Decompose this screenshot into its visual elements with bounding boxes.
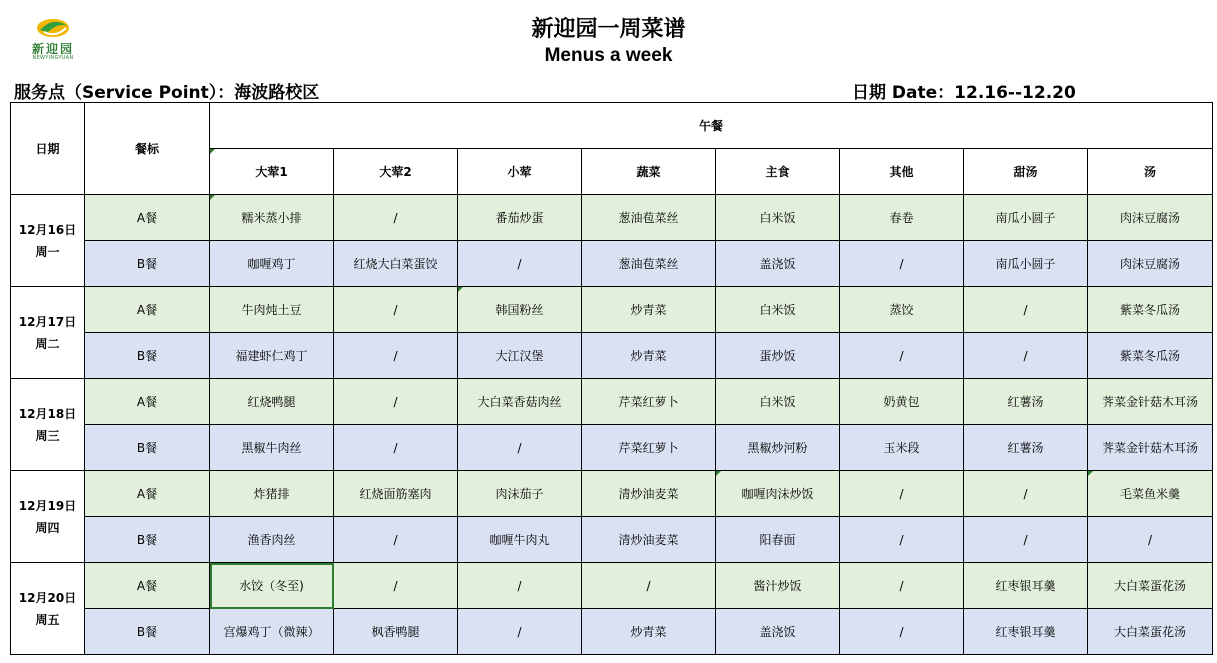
logo-text: 新迎园 bbox=[31, 42, 74, 56]
menu-item-cell[interactable]: 肉沫茄子 bbox=[458, 471, 582, 517]
menu-row bbox=[11, 379, 1213, 425]
menu-item-cell[interactable]: / bbox=[334, 333, 458, 379]
menu-item-cell[interactable]: 咖喱牛肉丸 bbox=[458, 517, 582, 563]
menu-item-cell[interactable]: 蛋炒饭 bbox=[716, 333, 840, 379]
menu-item-cell[interactable]: / bbox=[458, 425, 582, 471]
meal-label: A餐 bbox=[85, 471, 210, 517]
menu-item-cell[interactable]: 炒青菜 bbox=[582, 333, 716, 379]
menu-item-cell[interactable]: / bbox=[334, 379, 458, 425]
menu-item-cell[interactable]: 酱汁炒饭 bbox=[716, 563, 840, 609]
menu-item-cell[interactable]: 芹菜红萝卜 bbox=[582, 379, 716, 425]
page-subtitle: Menus a week bbox=[544, 45, 673, 66]
meal-label: B餐 bbox=[85, 241, 210, 287]
menu-item-cell[interactable]: 盖浇饭 bbox=[716, 609, 840, 655]
menu-item-cell[interactable]: / bbox=[840, 517, 964, 563]
day-cell bbox=[11, 563, 85, 655]
menu-item-cell[interactable]: 韩国粉丝 bbox=[458, 287, 582, 333]
header-col: 其他 bbox=[840, 149, 964, 195]
menu-item-cell[interactable]: 蒸饺 bbox=[840, 287, 964, 333]
menu-item-cell[interactable]: 紫菜冬瓜汤 bbox=[1088, 333, 1213, 379]
logo-subtext: NEWYINGYUAN bbox=[32, 55, 74, 61]
menu-item-cell[interactable]: 荠菜金针菇木耳汤 bbox=[1088, 379, 1213, 425]
menu-item-cell[interactable]: 渔香肉丝 bbox=[210, 517, 334, 563]
menu-item-cell[interactable]: 南瓜小圆子 bbox=[964, 241, 1088, 287]
menu-item-cell[interactable]: 大江汉堡 bbox=[458, 333, 582, 379]
menu-item-cell[interactable]: / bbox=[458, 563, 582, 609]
menu-item-cell[interactable]: 白米饭 bbox=[716, 195, 840, 241]
day-weekday: 周四 bbox=[35, 520, 60, 535]
menu-row bbox=[11, 609, 1213, 655]
menu-item-cell[interactable]: 阳春面 bbox=[716, 517, 840, 563]
menu-row bbox=[11, 287, 1213, 333]
menu-item-cell[interactable]: / bbox=[840, 471, 964, 517]
menu-item-cell[interactable]: 清炒油麦菜 bbox=[582, 471, 716, 517]
header-col: 小荤 bbox=[458, 149, 582, 195]
menu-item-cell[interactable]: / bbox=[334, 517, 458, 563]
menu-row bbox=[11, 241, 1213, 287]
day-cell bbox=[11, 471, 85, 563]
menu-item-cell[interactable]: / bbox=[964, 471, 1088, 517]
header-col: 大荤1 bbox=[210, 149, 334, 195]
meal-label: A餐 bbox=[85, 563, 210, 609]
service-point: 服务点（Service Point）：海波路校区 bbox=[14, 83, 320, 103]
menu-item-cell[interactable]: / bbox=[840, 609, 964, 655]
menu-item-cell[interactable]: 红烧大白菜蛋饺 bbox=[334, 241, 458, 287]
menu-table bbox=[10, 102, 1213, 655]
day-cell bbox=[11, 287, 85, 379]
menu-item-cell[interactable]: 福建虾仁鸡丁 bbox=[210, 333, 334, 379]
day-date: 12月19日 bbox=[18, 498, 77, 513]
menu-item-cell[interactable]: 葱油苞菜丝 bbox=[582, 241, 716, 287]
meal-label: B餐 bbox=[85, 609, 210, 655]
menu-item-cell[interactable]: / bbox=[1088, 517, 1213, 563]
menu-item-cell[interactable]: 芹菜红萝卜 bbox=[582, 425, 716, 471]
meal-label: A餐 bbox=[85, 287, 210, 333]
header-col: 主食 bbox=[716, 149, 840, 195]
day-weekday: 周二 bbox=[35, 336, 60, 351]
meal-label: A餐 bbox=[85, 195, 210, 241]
menu-item-cell[interactable]: / bbox=[458, 241, 582, 287]
day-date: 12月16日 bbox=[18, 222, 77, 237]
menu-item-cell[interactable]: / bbox=[840, 563, 964, 609]
menu-item-cell[interactable]: 盖浇饭 bbox=[716, 241, 840, 287]
menu-item-cell[interactable]: 炒青菜 bbox=[582, 287, 716, 333]
menu-item-cell[interactable]: 宫爆鸡丁（微辣） bbox=[210, 609, 334, 655]
menu-item-cell[interactable]: / bbox=[334, 195, 458, 241]
menu-row bbox=[11, 563, 1213, 609]
menu-item-cell[interactable]: 炒青菜 bbox=[582, 609, 716, 655]
menu-item-cell[interactable]: 大白菜香菇肉丝 bbox=[458, 379, 582, 425]
menu-item-cell[interactable]: 枫香鸭腿 bbox=[334, 609, 458, 655]
menu-item-cell[interactable]: 炸猪排 bbox=[210, 471, 334, 517]
menu-item-cell[interactable]: 肉沫豆腐汤 bbox=[1088, 241, 1213, 287]
day-date: 12月18日 bbox=[18, 406, 77, 421]
header-col: 汤 bbox=[1088, 149, 1213, 195]
menu-item-cell[interactable]: / bbox=[582, 563, 716, 609]
day-date: 12月20日 bbox=[18, 590, 77, 605]
menu-item-cell[interactable]: 南瓜小圆子 bbox=[964, 195, 1088, 241]
menu-item-cell[interactable]: 黑椒牛肉丝 bbox=[210, 425, 334, 471]
menu-row bbox=[11, 195, 1213, 241]
menu-item-cell[interactable]: 糯米蒸小排 bbox=[210, 195, 334, 241]
menu-row bbox=[11, 333, 1213, 379]
menu-row bbox=[11, 425, 1213, 471]
day-cell bbox=[11, 195, 85, 287]
meal-label: A餐 bbox=[85, 379, 210, 425]
header-col: 大荤2 bbox=[334, 149, 458, 195]
menu-item-cell[interactable]: / bbox=[964, 517, 1088, 563]
menu-item-cell[interactable]: 番茄炒蛋 bbox=[458, 195, 582, 241]
menu-item-cell[interactable]: 肉沫豆腐汤 bbox=[1088, 195, 1213, 241]
menu-item-cell[interactable]: 红枣银耳羹 bbox=[964, 609, 1088, 655]
menu-item-cell[interactable]: 大白菜蛋花汤 bbox=[1088, 609, 1213, 655]
menu-item-cell[interactable]: 毛菜鱼米羹 bbox=[1088, 471, 1213, 517]
menu-item-cell[interactable]: 咖喱鸡丁 bbox=[210, 241, 334, 287]
menu-item-cell[interactable]: 清炒油麦菜 bbox=[582, 517, 716, 563]
menu-item-cell[interactable]: 红薯汤 bbox=[964, 379, 1088, 425]
menu-row bbox=[11, 471, 1213, 517]
menu-item-cell[interactable]: 白米饭 bbox=[716, 287, 840, 333]
header-lunch: 午餐 bbox=[210, 103, 1213, 149]
day-date: 12月17日 bbox=[18, 314, 77, 329]
date-range: 日期 Date：12.16--12.20 bbox=[852, 83, 1076, 103]
menu-item-cell[interactable]: 咖喱肉沫炒饭 bbox=[716, 471, 840, 517]
menu-item-cell[interactable]: / bbox=[840, 241, 964, 287]
menu-item-cell[interactable]: 红烧鸭腿 bbox=[210, 379, 334, 425]
day-cell bbox=[11, 379, 85, 471]
menu-item-cell[interactable]: / bbox=[458, 609, 582, 655]
menu-item-cell[interactable]: 黑椒炒河粉 bbox=[716, 425, 840, 471]
menu-item-cell[interactable]: 红烧面筋塞肉 bbox=[334, 471, 458, 517]
day-weekday: 周五 bbox=[35, 612, 60, 627]
menu-item-cell[interactable]: / bbox=[334, 425, 458, 471]
menu-item-cell[interactable]: 春卷 bbox=[840, 195, 964, 241]
menu-item-cell[interactable]: / bbox=[334, 563, 458, 609]
menu-row bbox=[11, 517, 1213, 563]
header-col: 蔬菜 bbox=[582, 149, 716, 195]
menu-item-cell[interactable]: 红枣银耳羹 bbox=[964, 563, 1088, 609]
page-title: 新迎园一周菜谱 bbox=[531, 17, 686, 42]
meal-label: B餐 bbox=[85, 333, 210, 379]
meal-label: B餐 bbox=[85, 425, 210, 471]
menu-item-cell[interactable]: / bbox=[964, 333, 1088, 379]
menu-item-cell[interactable]: 红薯汤 bbox=[964, 425, 1088, 471]
menu-item-cell[interactable]: / bbox=[334, 287, 458, 333]
menu-item-cell[interactable]: 荠菜金针菇木耳汤 bbox=[1088, 425, 1213, 471]
menu-item-cell[interactable]: / bbox=[964, 287, 1088, 333]
menu-item-cell[interactable]: 紫菜冬瓜汤 bbox=[1088, 287, 1213, 333]
menu-item-cell[interactable]: 奶黄包 bbox=[840, 379, 964, 425]
menu-item-cell[interactable]: 玉米段 bbox=[840, 425, 964, 471]
header-meal-type: 餐标 bbox=[85, 103, 210, 195]
menu-item-cell[interactable]: 白米饭 bbox=[716, 379, 840, 425]
day-weekday: 周三 bbox=[35, 428, 60, 443]
meal-label: B餐 bbox=[85, 517, 210, 563]
menu-item-cell[interactable]: 葱油苞菜丝 bbox=[582, 195, 716, 241]
header-col: 甜汤 bbox=[964, 149, 1088, 195]
menu-item-cell[interactable]: 牛肉炖土豆 bbox=[210, 287, 334, 333]
menu-item-cell[interactable]: / bbox=[840, 333, 964, 379]
menu-item-cell[interactable]: 大白菜蛋花汤 bbox=[1088, 563, 1213, 609]
menu-item-cell[interactable]: 水饺（冬至) bbox=[210, 563, 334, 609]
header-date: 日期 bbox=[11, 103, 85, 195]
day-weekday: 周一 bbox=[35, 244, 60, 259]
